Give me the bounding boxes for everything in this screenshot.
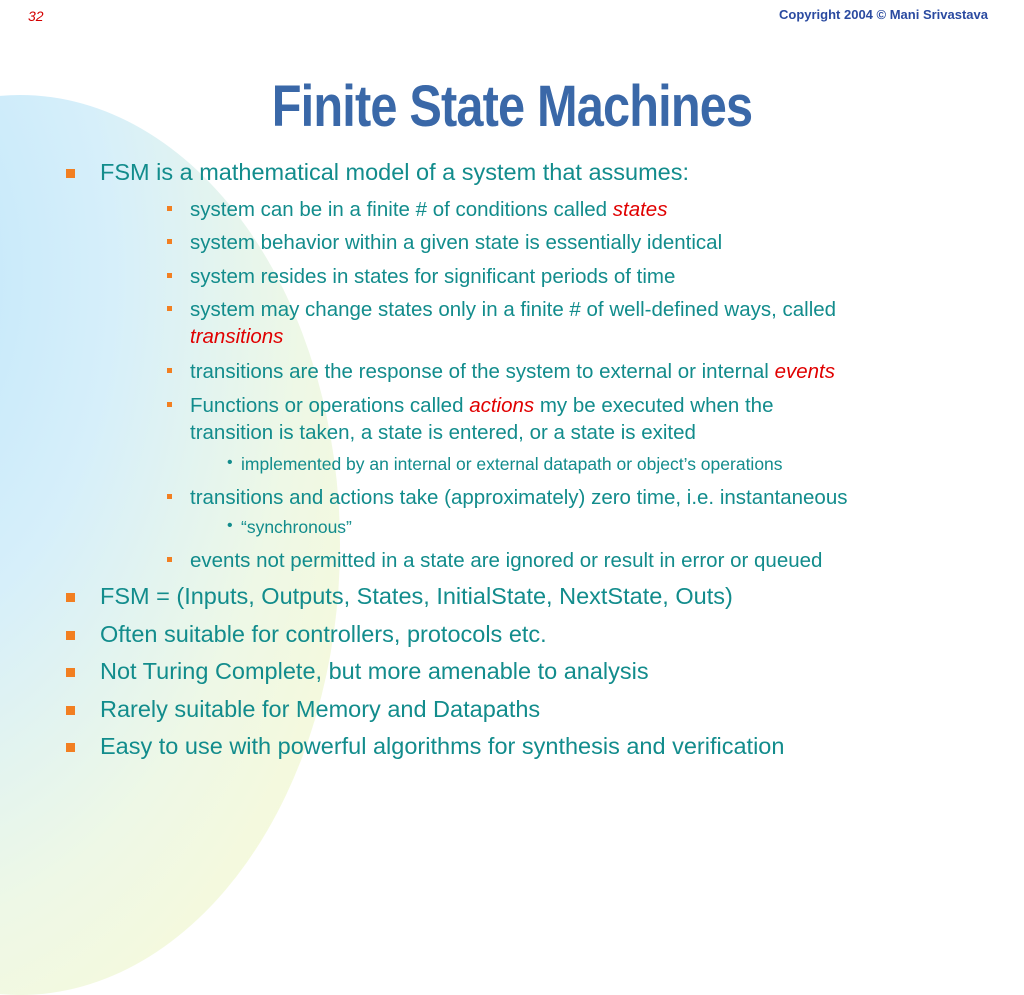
- sub-bullet-events: transitions are the response of the system to external or internal events: [190, 358, 1015, 385]
- small-square-bullet-icon: [167, 206, 172, 211]
- sub-bullet-behavior: system behavior within a given state is essentially identical: [190, 229, 1015, 256]
- bullet-turing: Not Turing Complete, but more amenable to analysis: [100, 658, 649, 685]
- small-square-bullet-icon: [167, 557, 172, 562]
- square-bullet-icon: [66, 169, 75, 178]
- square-bullet-icon: [66, 631, 75, 640]
- square-bullet-icon: [66, 593, 75, 602]
- sub-bullet-transitions: system may change states only in a finite # of well-defined ways, called transitions: [190, 296, 1015, 350]
- sub-bullet-actions: Functions or operations called actions my be executed when the transition is taken, a state is entered, or a state is exited: [190, 392, 1015, 446]
- sub-bullet-not-permitted: events not permitted in a state are ignored or result in error or queued: [190, 547, 1015, 574]
- bullet-memory: Rarely suitable for Memory and Datapaths: [100, 696, 540, 723]
- emphasis-events: events: [774, 360, 835, 383]
- small-square-bullet-icon: [167, 306, 172, 311]
- sub3-bullet-implemented: • implemented by an internal or external datapath or object’s operations: [227, 454, 783, 474]
- dot-bullet-icon: •: [227, 454, 233, 471]
- small-square-bullet-icon: [167, 494, 172, 499]
- emphasis-transitions: transitions: [190, 325, 284, 348]
- slide-number: 32: [28, 8, 44, 24]
- copyright-notice: Copyright 2004 © Mani Srivastava: [779, 7, 988, 22]
- sub-bullet-zero-time: transitions and actions take (approximately) zero time, i.e. instantaneous: [190, 484, 1015, 511]
- square-bullet-icon: [66, 743, 75, 752]
- bullet-algorithms: Easy to use with powerful algorithms for synthesis and verification: [100, 733, 784, 760]
- bullet-controllers: Often suitable for controllers, protocols etc.: [100, 621, 547, 648]
- sub3-bullet-synchronous: • “synchronous”: [227, 517, 352, 537]
- emphasis-actions: actions: [469, 394, 535, 417]
- small-square-bullet-icon: [167, 239, 172, 244]
- bullet-fsm-model: FSM is a mathematical model of a system that assumes:: [100, 159, 689, 186]
- dot-bullet-icon: •: [227, 517, 233, 534]
- small-square-bullet-icon: [167, 273, 172, 278]
- sub-bullet-resides: system resides in states for significant periods of time: [190, 263, 1015, 290]
- small-square-bullet-icon: [167, 368, 172, 373]
- bullet-fsm-tuple: FSM = (Inputs, Outputs, States, InitialState, NextState, Outs): [100, 583, 733, 610]
- square-bullet-icon: [66, 668, 75, 677]
- slide-title: Finite State Machines: [271, 74, 753, 139]
- square-bullet-icon: [66, 706, 75, 715]
- small-square-bullet-icon: [167, 402, 172, 407]
- emphasis-states: states: [612, 198, 668, 221]
- sub-bullet-states: system can be in a finite # of conditions called states: [190, 196, 1015, 223]
